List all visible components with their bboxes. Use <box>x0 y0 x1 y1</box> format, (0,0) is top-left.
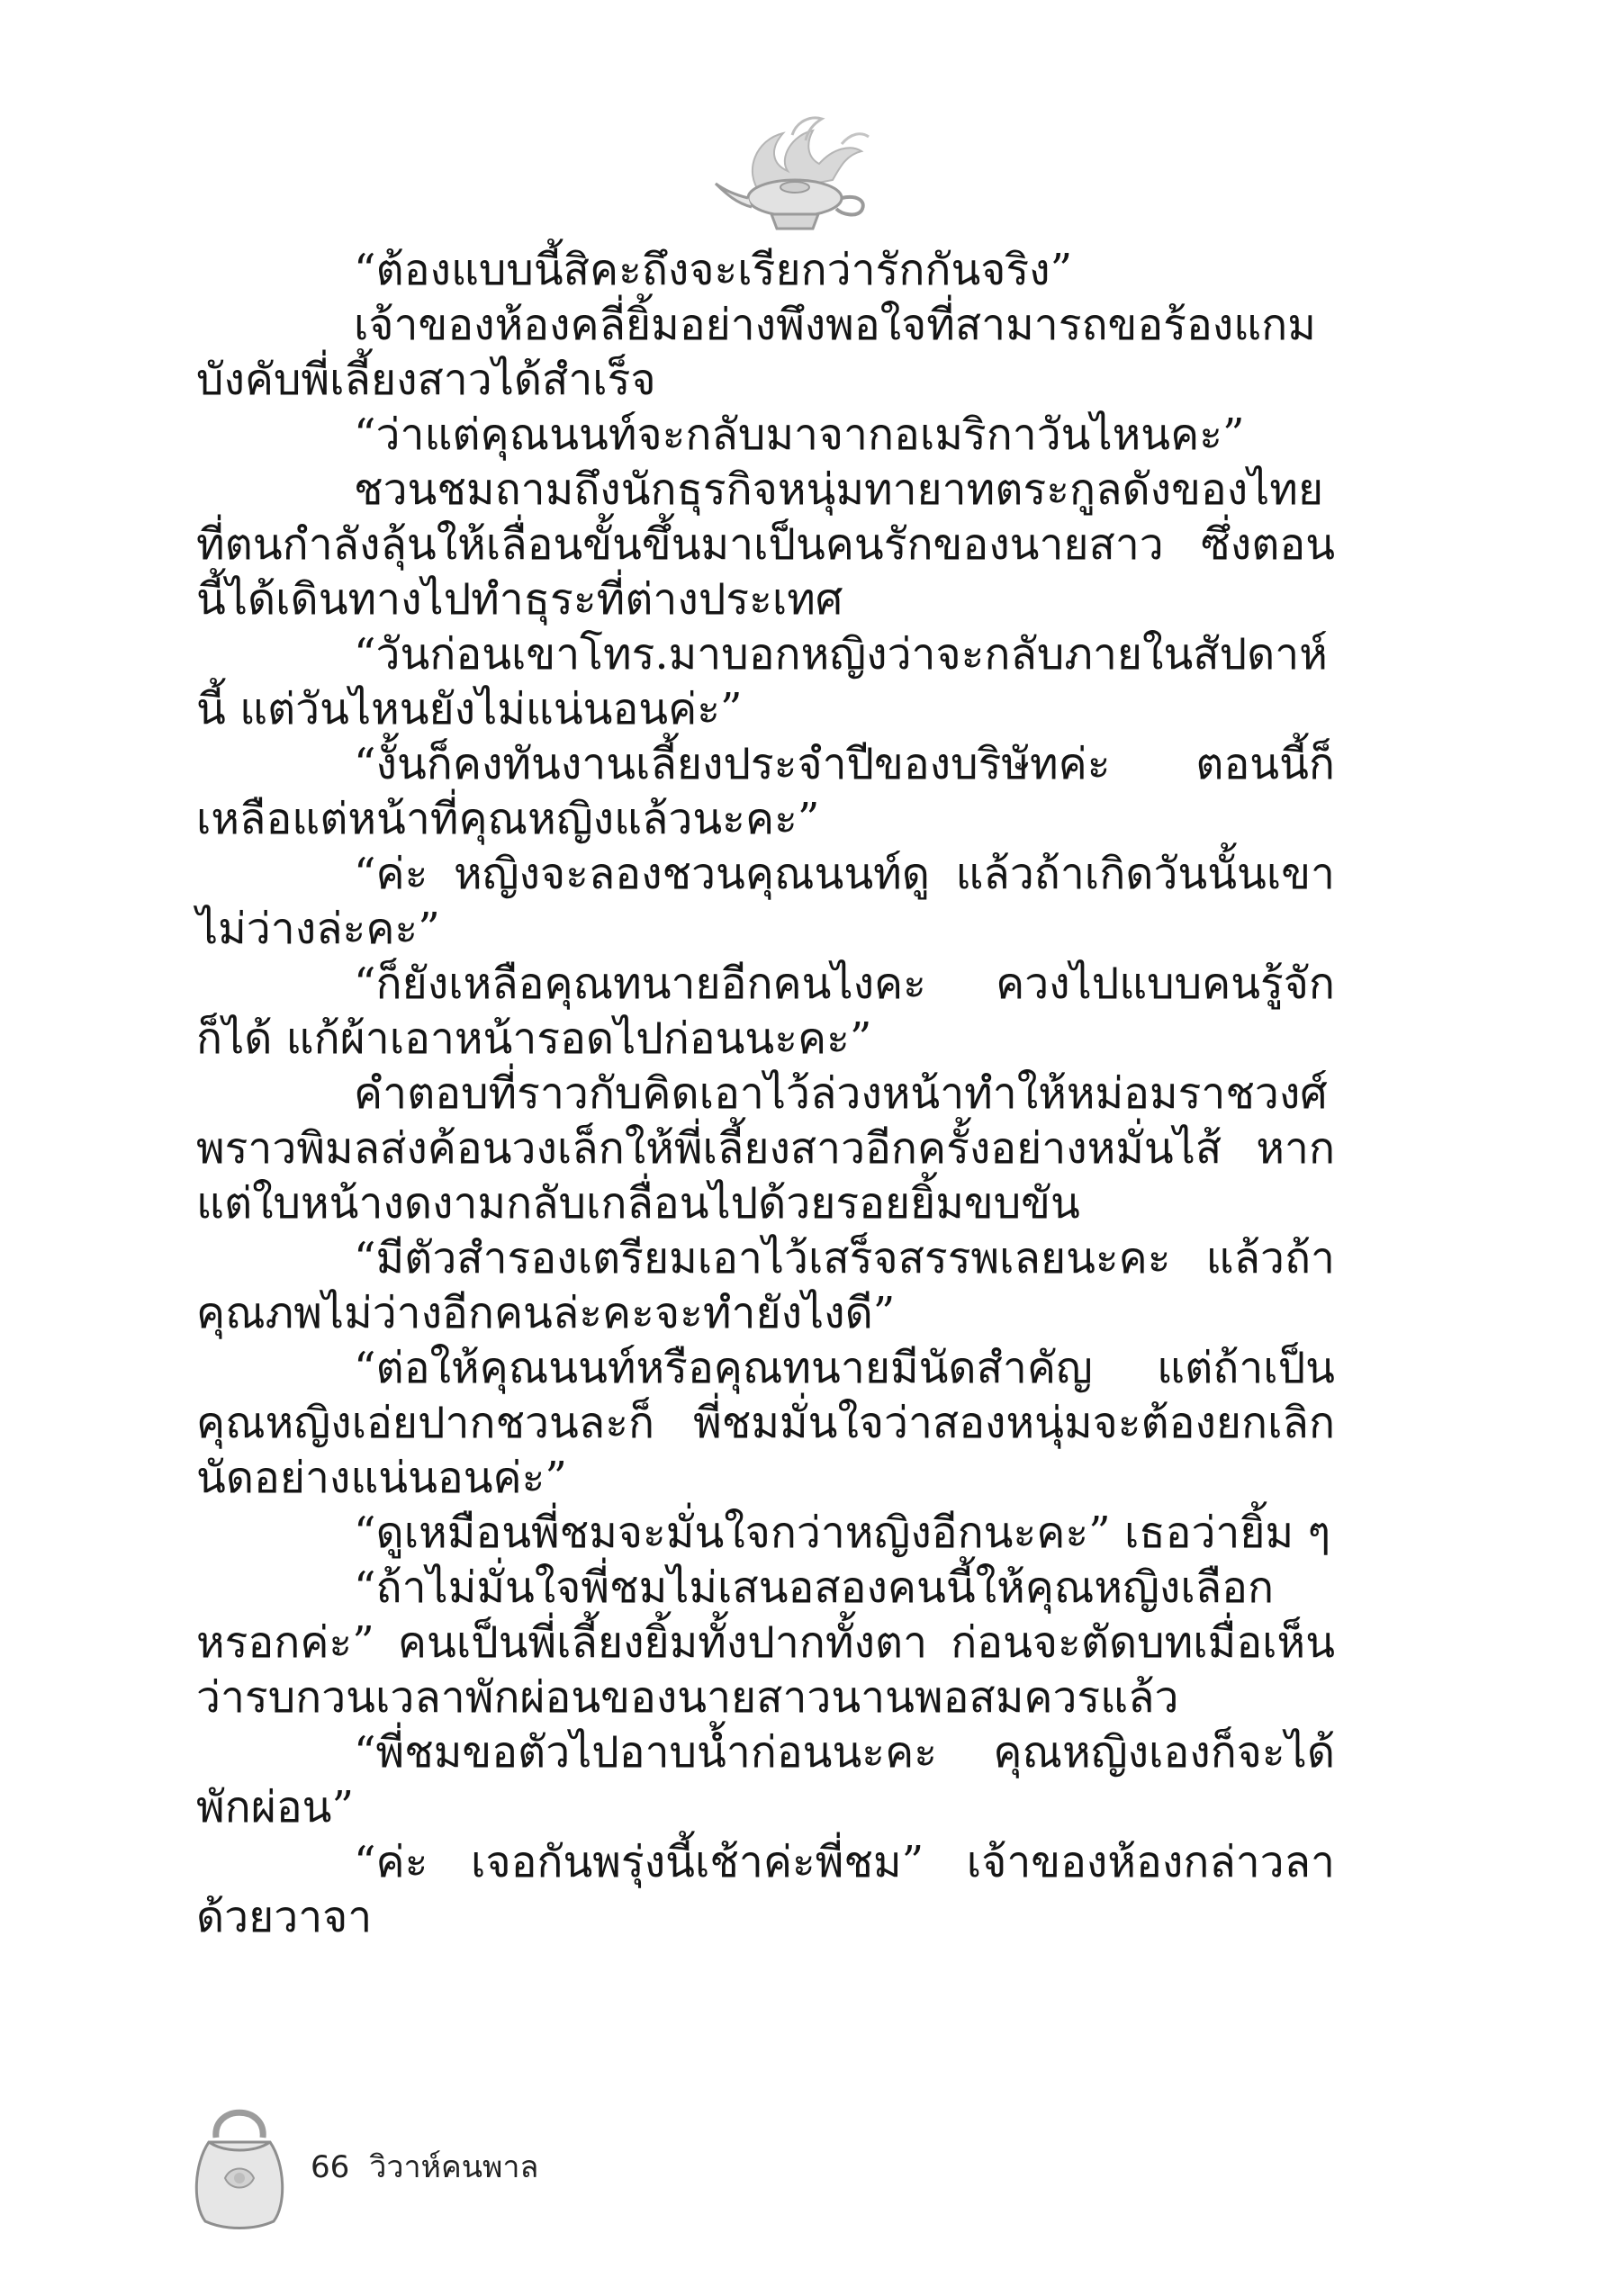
paragraph: “ก็ยังเหลือคุณทนายอีกคนไงคะ ควงไปแบบคนรู้จักก็ได้ แก้ผ้าเอาหน้ารอดไปก่อนนะคะ” <box>196 959 1335 1064</box>
book-title: วิวาห์คนพาล <box>369 2149 539 2185</box>
paragraph: “ค่ะ เจอกันพรุ่งนี้เช้าค่ะพี่ชม” เจ้าของห้องกล่าวลาด้วยวาจา <box>196 1837 1335 1942</box>
paragraph: เจ้าของห้องคลี่ยิ้มอย่างพึงพอใจที่สามารถขอร้องแกมบังคับพี่เลี้ยงสาวได้สำเร็จ <box>196 300 1316 405</box>
paragraph: “ว่าแต่คุณนนท์จะกลับมาจากอเมริกาวันไหนคะ” <box>354 410 1245 460</box>
paragraph: ชวนชมถามถึงนักธุรกิจหนุ่มทายาทตระกูลดังของไทยที่ตนกำลังลุ้นให้เลื่อนขั้นขึ้นมาเป็นคนรักของนายสาว ซึ่งตอนนี้ได้เดินทางไปทำธุระที่ต่างประเทศ <box>196 464 1335 625</box>
paragraph: “ต่อให้คุณนนท์หรือคุณทนายมีนัดสำคัญ แต่ถ้าเป็นคุณหญิงเอ่ยปากชวนละก็ พี่ชมมั่นใจว่าสองหนุ่มจะต้องยกเลิกนัดอย่างแน่นอนค่ะ” <box>196 1343 1335 1503</box>
paragraph: “ค่ะ หญิงจะลองชวนคุณนนท์ดู แล้วถ้าเกิดวันนั้นเขาไม่ว่างล่ะคะ” <box>196 849 1335 954</box>
paragraph: “วันก่อนเขาโทร.มาบอกหญิงว่าจะกลับภายในสัปดาห์นี้ แต่วันไหนยังไม่แน่นอนค่ะ” <box>196 629 1328 734</box>
paragraph: “งั้นก็คงทันงานเลี้ยงประจำปีของบริษัทค่ะ ตอนนี้ก็เหลือแต่หน้าที่คุณหญิงแล้วนะคะ” <box>196 739 1335 844</box>
handbag-icon <box>189 2088 290 2232</box>
page-footer <box>189 2088 729 2232</box>
story-text <box>196 243 1335 1945</box>
genie-lamp-icon <box>707 108 878 243</box>
paragraph: “ต้องแบบนี้สิคะถึงจะเรียกว่ารักกันจริง” <box>354 245 1073 295</box>
paragraph: คำตอบที่ราวกับคิดเอาไว้ล่วงหน้าทำให้หม่อมราชวงศ์พราวพิมลส่งค้อนวงเล็กให้พี่เลี้ยงสาวอีกครั้งอย่างหมั่นไส้ หากแต่ใบหน้างดงามกลับเกลื่อนไปด้วยรอยยิ้มขบขัน <box>196 1068 1335 1229</box>
paragraph: “ถ้าไม่มั่นใจพี่ชมไม่เสนอสองคนนี้ให้คุณหญิงเลือกหรอกค่ะ” คนเป็นพี่เลี้ยงยิ้มทั้งปากทั้งตา ก่อนจะตัดบทเมื่อเห็นว่ารบกวนเวลาพักผ่อนของนายสาวนานพอสมควรแล้ว <box>196 1562 1335 1723</box>
page-number: 66 <box>311 2149 350 2185</box>
paragraph: “มีตัวสำรองเตรียมเอาไว้เสร็จสรรพเลยนะคะ แล้วถ้าคุณภพไม่ว่างอีกคนล่ะคะจะทำยังไงดี” <box>196 1233 1335 1338</box>
paragraph: “พี่ชมขอตัวไปอาบน้ำก่อนนะคะ คุณหญิงเองก็จะได้พักผ่อน” <box>196 1727 1335 1832</box>
paragraph: “ดูเหมือนพี่ชมจะมั่นใจกว่าหญิงอีกนะคะ” เธอว่ายิ้ม ๆ <box>354 1508 1331 1558</box>
